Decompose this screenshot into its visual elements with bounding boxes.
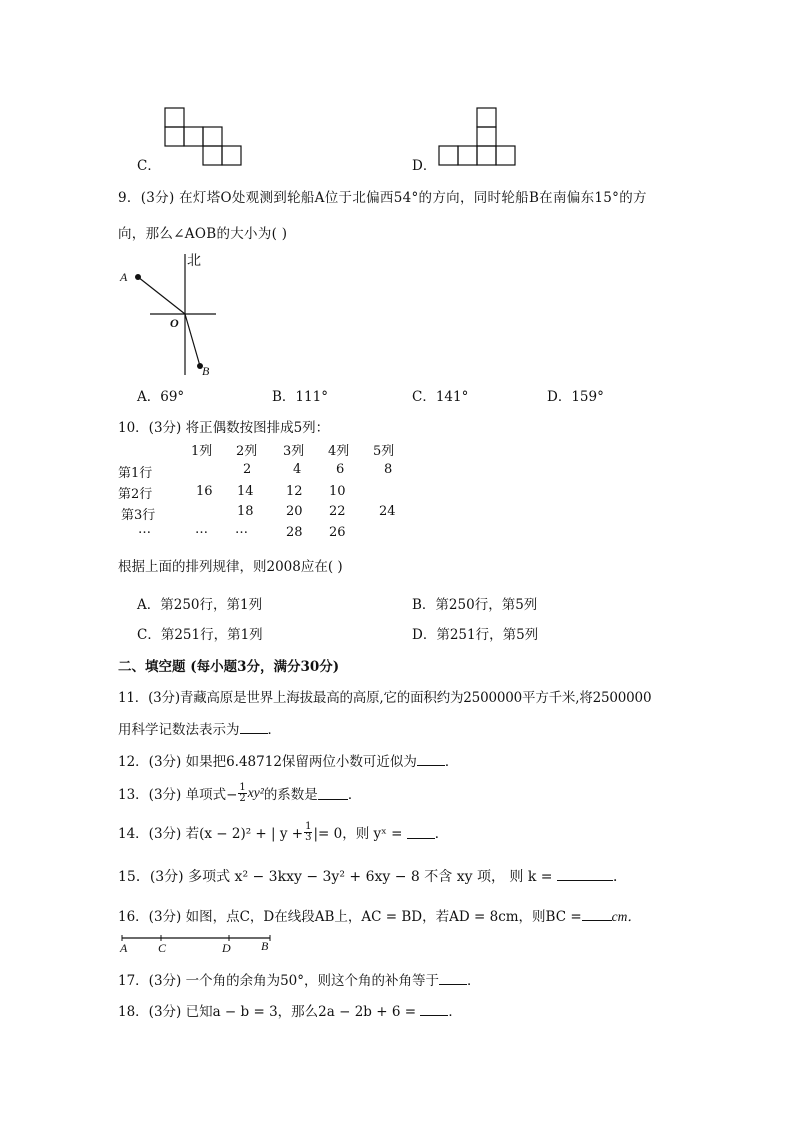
- answer-blank[interactable]: [240, 721, 268, 734]
- col-header: 4列: [328, 444, 350, 459]
- col-header: 1列: [191, 444, 213, 459]
- section-2-title: 二、填空题 (每小题3分，满分30分): [118, 659, 340, 675]
- q18-tail: ．: [448, 1004, 462, 1020]
- segment-label-c: C: [158, 941, 167, 955]
- q16-line: [118, 905, 641, 925]
- answer-blank[interactable]: [420, 1003, 448, 1016]
- col-header: 3列: [283, 444, 305, 459]
- table-cell: 4: [293, 462, 302, 477]
- frac-den: 3: [305, 831, 312, 843]
- point-o-label: O: [170, 316, 179, 330]
- point-b-label: B: [202, 364, 210, 378]
- table-cell: …: [195, 522, 208, 537]
- q13-suffix: 的系数是: [263, 787, 318, 803]
- q10-option-c[interactable]: C．第251行，第1列: [137, 627, 263, 643]
- q16-text: 16．(3分) 如图，点C，D在线段AB上，AC = BD，若AD = 8cm，则BC =: [118, 909, 582, 925]
- table-cell: 12: [286, 484, 303, 499]
- question-14: [118, 815, 448, 849]
- question-12: [118, 750, 458, 770]
- point-a-label: A: [120, 270, 128, 284]
- q17-tail: ．: [467, 973, 481, 989]
- q10-option-a[interactable]: A．第250行，第1列: [137, 597, 263, 613]
- question-13: [118, 776, 361, 810]
- q11-line2-text: 用科学记数法表示为: [118, 722, 240, 738]
- q16-unit: cm．: [611, 909, 641, 924]
- question-17: [118, 969, 481, 989]
- q14-tail: ．: [434, 826, 449, 842]
- col-header: 2列: [236, 444, 258, 459]
- table-cell: 6: [336, 462, 345, 477]
- q11-line2: [118, 718, 281, 738]
- fraction-one-third: [304, 822, 312, 843]
- answer-blank[interactable]: [439, 972, 467, 985]
- segment-label-a: A: [120, 941, 128, 955]
- fraction-one-half: [238, 783, 246, 804]
- segment-label-d: D: [222, 941, 231, 955]
- frac-num: 1: [239, 781, 246, 793]
- row-header: 第3行: [121, 508, 156, 523]
- option-d-figure: [438, 107, 520, 167]
- frac-num: 1: [305, 820, 312, 832]
- q13-tail: ．: [347, 787, 362, 803]
- table-cell: 16: [196, 484, 213, 499]
- table-cell: 24: [379, 504, 396, 519]
- question-18: [118, 1000, 462, 1020]
- table-cell: 28: [286, 525, 303, 540]
- option-d-label: D．: [412, 158, 437, 174]
- q10-stem: 10．(3分) 将正偶数按图排成5列：: [118, 420, 330, 436]
- table-cell: 20: [286, 504, 303, 519]
- segment-label-b: B: [261, 939, 269, 953]
- answer-blank[interactable]: [417, 753, 445, 766]
- q9-option-d[interactable]: D．159°: [547, 389, 604, 405]
- q12-tail: ．: [444, 754, 459, 770]
- row-header: …: [138, 522, 151, 537]
- q11-line1: 11．(3分)青藏高原是世界上海拔最高的高原,它的面积约为2500000平方千米,将2500000: [118, 690, 652, 706]
- answer-blank[interactable]: [557, 868, 613, 881]
- q15-tail: ．: [613, 869, 627, 885]
- q14-mid: |= 0，则 yˣ =: [313, 826, 403, 842]
- q9-option-a[interactable]: A．69°: [137, 389, 185, 405]
- table-cell: 8: [384, 462, 393, 477]
- north-label: 北: [187, 253, 201, 269]
- table-cell: 2: [243, 462, 252, 477]
- col-header: 5列: [373, 444, 395, 459]
- q9-option-b[interactable]: B．111°: [272, 389, 328, 405]
- answer-blank[interactable]: [318, 787, 348, 800]
- option-c-label: C．: [137, 158, 161, 174]
- q13-expr: xy²: [247, 785, 264, 800]
- answer-blank[interactable]: [582, 908, 612, 921]
- q9-option-c[interactable]: C．141°: [412, 389, 469, 405]
- table-cell: …: [235, 522, 248, 537]
- q10-question: 根据上面的排列规律，则2008应在( ): [118, 559, 343, 575]
- q10-option-b[interactable]: B．第250行，第5列: [412, 597, 538, 613]
- q18-text: 18．(3分) 已知a − b = 3，那么2a − 2b + 6 =: [118, 1004, 417, 1020]
- frac-den: 2: [239, 792, 246, 804]
- answer-blank[interactable]: [407, 826, 435, 839]
- question-15: [118, 866, 627, 886]
- q10-option-d[interactable]: D．第251行，第5列: [412, 627, 539, 643]
- q9-stem-line1-text: 9．(3分) 在灯塔O处观测到轮船A位于北偏西54°的方向，同时轮船B在南偏东15°的方: [118, 190, 647, 206]
- row-header: 第1行: [118, 466, 153, 481]
- table-cell: 26: [329, 525, 346, 540]
- q15-text: 15．(3分) 多项式 x² − 3kxy − 3y² + 6xy − 8 不含 xy 项， 则 k =: [118, 869, 553, 885]
- table-cell: 22: [329, 504, 346, 519]
- q13-prefix: 13．(3分) 单项式−: [118, 787, 238, 803]
- q17-text: 17．(3分) 一个角的余角为50°，则这个角的补角等于: [118, 973, 440, 989]
- q14-prefix: 14．(3分) 若(x − 2)² + | y +: [118, 826, 304, 842]
- table-cell: 18: [237, 504, 254, 519]
- option-c-figure: [164, 107, 246, 167]
- q11-tail: ．: [267, 722, 281, 738]
- q9-stem-line2: 向，那么∠AOB的大小为( ): [118, 226, 288, 242]
- table-cell: 10: [329, 484, 346, 499]
- row-header: 第2行: [118, 487, 153, 502]
- q12-text: 12．(3分) 如果把6.48712保留两位小数可近似为: [118, 754, 417, 770]
- table-cell: 14: [237, 484, 254, 499]
